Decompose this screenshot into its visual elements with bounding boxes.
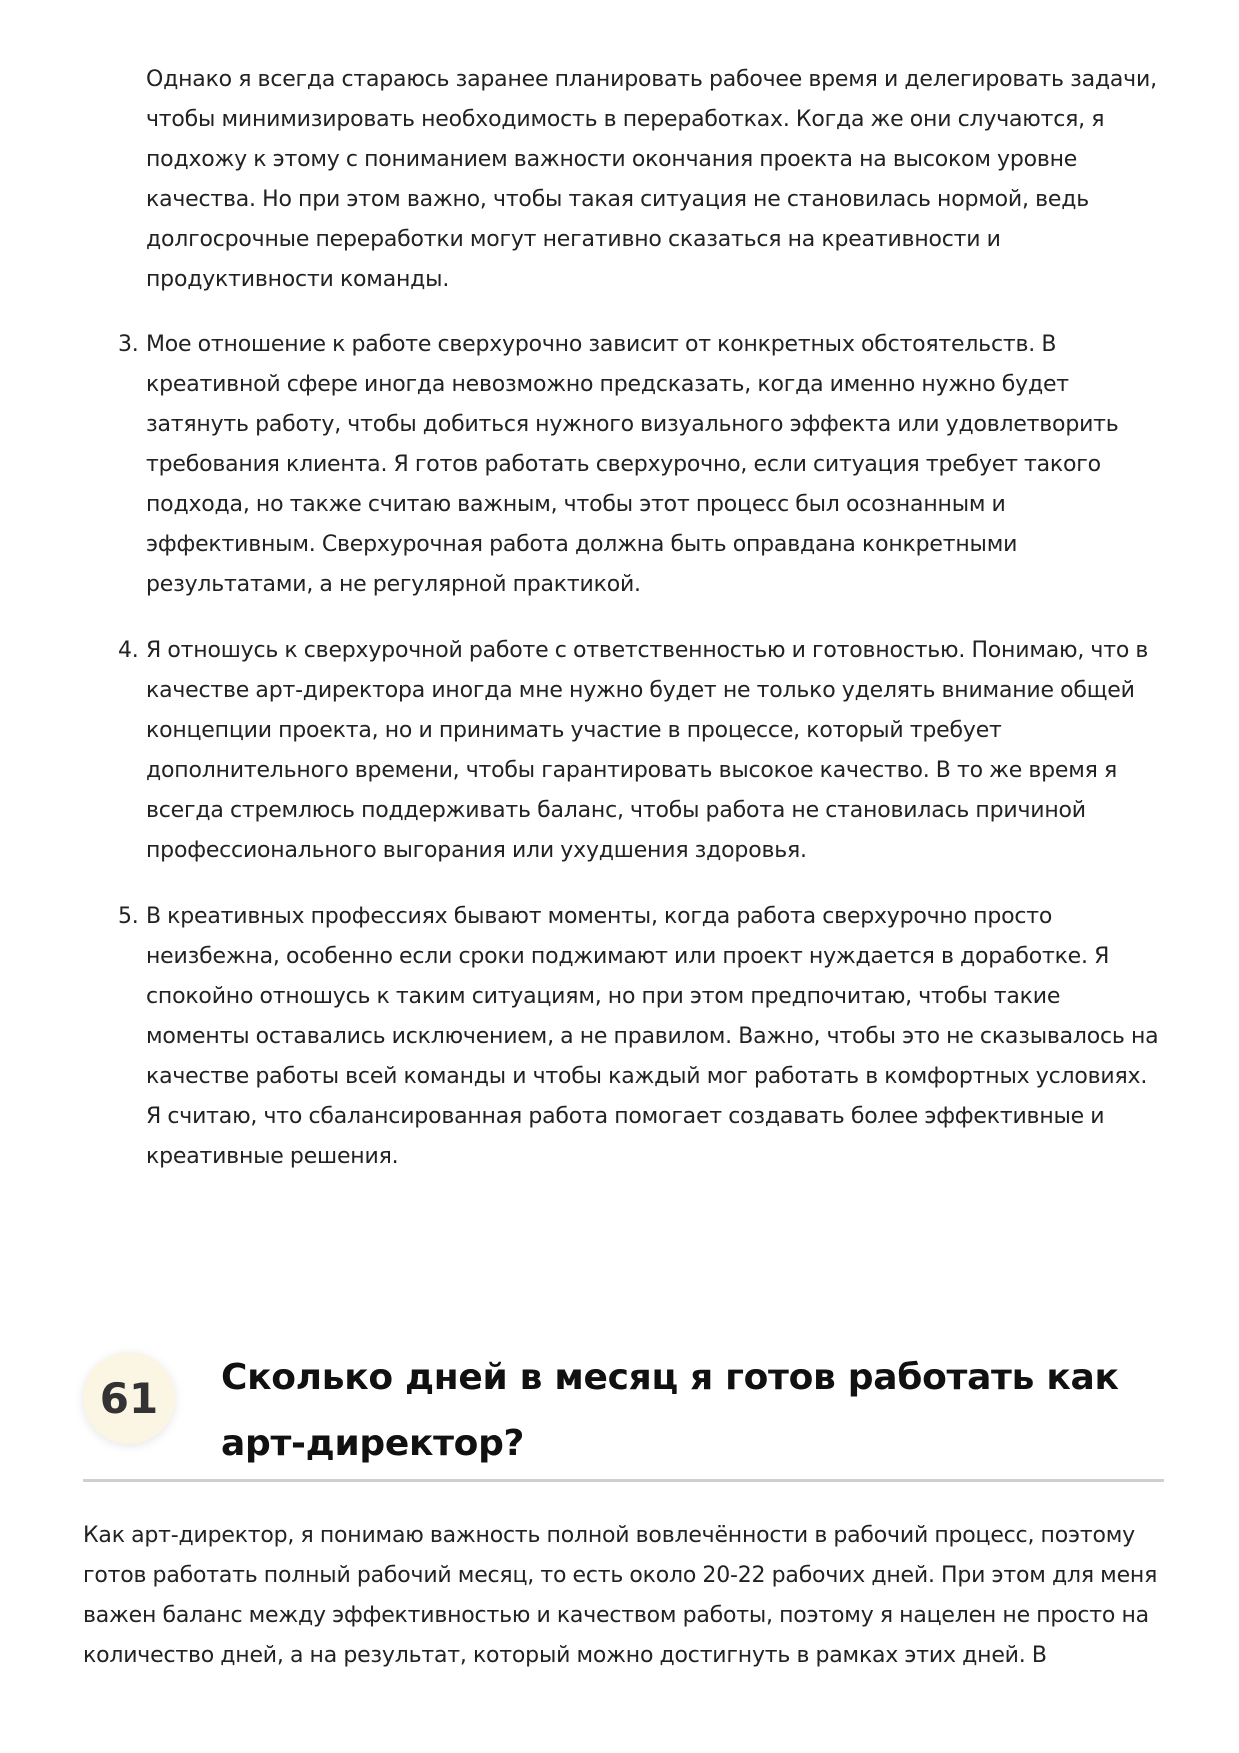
- list-item: [0, 325, 1166, 605]
- list-item-text: Мое отношение к работе сверхурочно зависит от конкретных обстоятельств. В креативной сфере иногда невозможно предсказать, когда именно нужно будет затянуть работу, чтобы добиться нужного визуального эффекта или удовлетворить требования клиента. Я готов работать сверхурочно, если ситуация требует такого подхода, но также считаю важным, чтобы этот процесс был осознанным и эффективным. Сверхурочная работа должна быть оправдана конкретными результатами, а не регулярной практикой.: [146, 332, 1119, 597]
- question-number-badge: 61: [83, 1352, 175, 1444]
- list-item-number: 5.: [118, 904, 139, 929]
- section-divider: [83, 1479, 1164, 1482]
- list-item: [0, 631, 1166, 871]
- question-title: Сколько дней в месяц я готов работать как арт-директор?: [221, 1357, 1119, 1464]
- continuation-paragraph: Однако я всегда стараюсь заранее планировать рабочее время и делегировать задачи, чтобы минимизировать необходимость в переработках. Когда же они случаются, я подхожу к этому с пониманием важности окончания проекта на высоком уровне качества. Но при этом важно, чтобы такая ситуация не становилась нормой, ведь долгосрочные переработки могут негативно сказаться на креативности и продуктивности команды.: [146, 67, 1157, 292]
- list-item-text: Я отношусь к сверхурочной работе с ответственностью и готовностью. Понимаю, что в качестве арт-директора иногда мне нужно будет не только уделять внимание общей концепции проекта, но и принимать участие в процессе, который требует дополнительного времени, чтобы гарантировать высокое качество. В то же время я всегда стремлюсь поддерживать баланс, чтобы работа не становилась причиной профессионального выгорания или ухудшения здоровья.: [146, 638, 1149, 863]
- answer-paragraph: Как арт-директор, я понимаю важность полной вовлечённости в рабочий процесс, поэтому готов работать полный рабочий месяц, то есть около 20-22 рабочих дней. При этом для меня важен баланс между эффективностью и качеством работы, поэтому я нацелен не просто на количество дней, а на результат, который можно достигнуть в рамках этих дней. В: [83, 1523, 1158, 1668]
- list-item-text: В креативных профессиях бывают моменты, когда работа сверхурочно просто неизбежна, особенно если сроки поджимают или проект нуждается в доработке. Я спокойно отношусь к таким ситуациям, но при этом предпочитаю, чтобы такие моменты оставались исключением, а не правилом. Важно, чтобы это не сказывалось на качестве работы всей команды и чтобы каждый мог работать в комфортных условиях. Я считаю, что сбалансированная работа помогает создавать более эффективные и креативные решения.: [146, 904, 1159, 1169]
- list-item-number: 4.: [118, 638, 139, 663]
- list-item-number: 3.: [118, 332, 139, 357]
- numbered-list: [0, 325, 1239, 1203]
- list-item: [0, 897, 1166, 1177]
